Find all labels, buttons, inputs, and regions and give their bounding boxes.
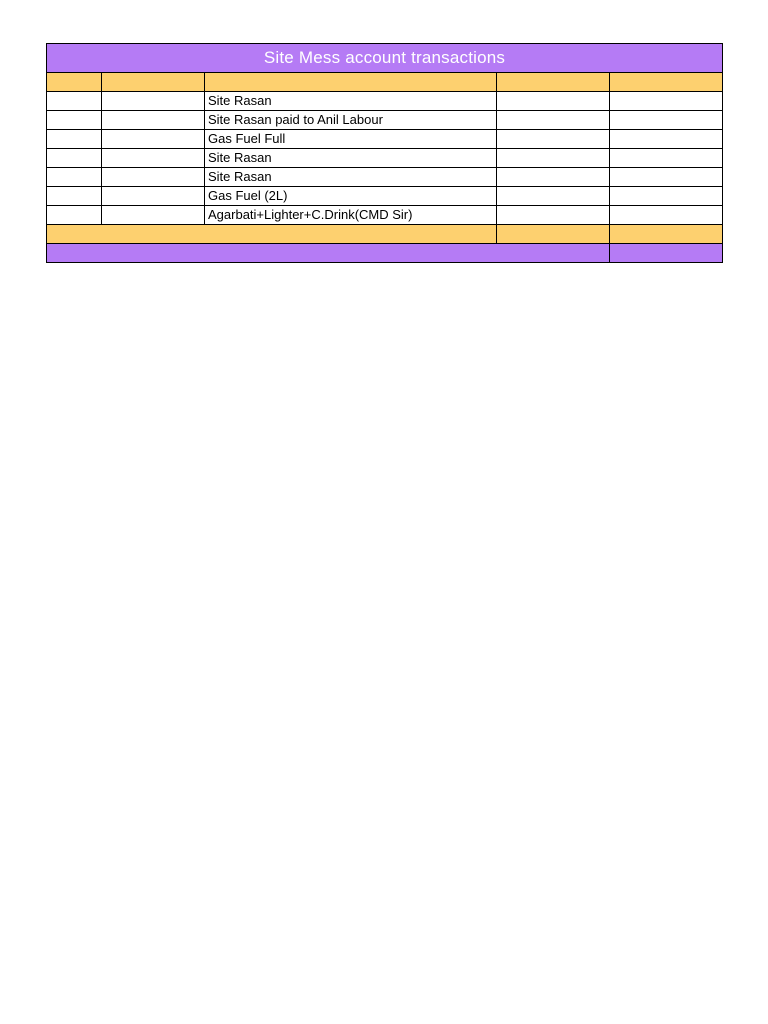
table-row (47, 111, 723, 130)
cell[interactable] (47, 168, 102, 187)
cell[interactable] (497, 149, 610, 168)
title-row (47, 44, 723, 73)
cell[interactable] (497, 187, 610, 206)
cell[interactable] (610, 149, 723, 168)
cell[interactable] (610, 111, 723, 130)
cell[interactable] (497, 111, 610, 130)
table-row (47, 206, 723, 225)
total-value-cell[interactable] (610, 244, 723, 263)
header-cell[interactable] (47, 73, 102, 92)
header-row (47, 73, 723, 92)
cell[interactable] (610, 130, 723, 149)
table-row (47, 149, 723, 168)
cell[interactable] (497, 168, 610, 187)
cell[interactable] (102, 187, 205, 206)
table-row (47, 187, 723, 206)
cell[interactable] (102, 130, 205, 149)
subtotal-cell[interactable] (497, 225, 610, 244)
header-cell[interactable] (610, 73, 723, 92)
total-label-cell[interactable] (47, 244, 610, 263)
cell[interactable] (47, 149, 102, 168)
header-cell[interactable] (497, 73, 610, 92)
description-cell[interactable]: Gas Fuel Full (205, 130, 497, 149)
cell[interactable] (102, 111, 205, 130)
description-cell[interactable]: Site Rasan (205, 92, 497, 111)
cell[interactable] (47, 130, 102, 149)
header-cell[interactable] (102, 73, 205, 92)
cell[interactable] (47, 187, 102, 206)
cell[interactable] (497, 130, 610, 149)
description-cell[interactable]: Gas Fuel (2L) (205, 187, 497, 206)
total-row (47, 244, 723, 263)
transactions-sheet (46, 43, 723, 263)
cell[interactable] (47, 92, 102, 111)
cell[interactable] (102, 206, 205, 225)
cell[interactable] (497, 92, 610, 111)
description-cell[interactable]: Site Rasan (205, 149, 497, 168)
description-cell[interactable]: Site Rasan (205, 168, 497, 187)
description-cell[interactable]: Site Rasan paid to Anil Labour (205, 111, 497, 130)
table-row (47, 92, 723, 111)
subtotal-cell[interactable] (610, 225, 723, 244)
subtotal-row (47, 225, 723, 244)
table-row (47, 130, 723, 149)
cell[interactable] (102, 168, 205, 187)
cell[interactable] (610, 92, 723, 111)
description-cell[interactable]: Agarbati+Lighter+C.Drink(CMD Sir) (205, 206, 497, 225)
header-cell[interactable] (205, 73, 497, 92)
cell[interactable] (497, 206, 610, 225)
cell[interactable] (610, 168, 723, 187)
sheet-title[interactable]: Site Mess account transactions (47, 44, 723, 73)
cell[interactable] (102, 149, 205, 168)
cell[interactable] (102, 92, 205, 111)
table-row (47, 168, 723, 187)
cell[interactable] (610, 187, 723, 206)
subtotal-label-cell[interactable] (47, 225, 497, 244)
cell[interactable] (47, 111, 102, 130)
cell[interactable] (47, 206, 102, 225)
cell[interactable] (610, 206, 723, 225)
